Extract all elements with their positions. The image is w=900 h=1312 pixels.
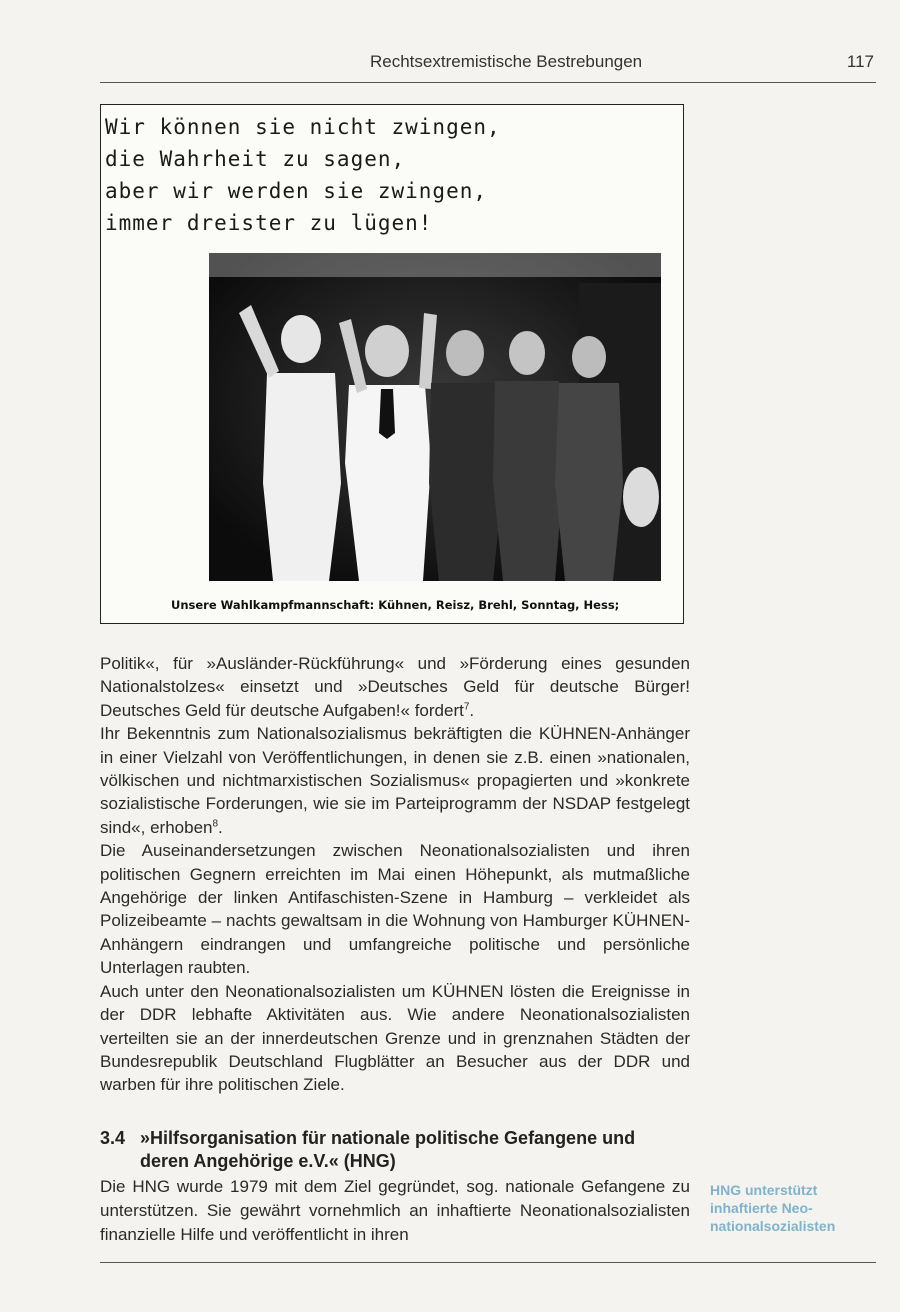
motto-text xyxy=(105,111,501,239)
section-text: Die HNG wurde 1979 mit dem Ziel gegründet, sog. nationale Gefangene zu unterstützen. Sie gewährt vornehmlich an inhaftierte Neonationalsozialisten finanzielle Hilfe und veröffentlicht in ihren xyxy=(100,1177,690,1244)
motto-line: immer dreister zu lügen! xyxy=(105,211,433,235)
section-number: 3.4 xyxy=(100,1128,126,1148)
paragraph: Die Auseinandersetzungen zwischen Neonationalsozialisten und ihren politischen Gegnern erreichten im Mai einen Höhepunkt, als mutmaßliche Angehörige der linken Antifaschisten-Szene in Hamburg – verkleidet als Polizeibeamte – nachts gewaltsam in die Wohnung von Hamburger KÜHNEN-Anhängern eindrangen und umfangreiche politische und persönliche Unterlagen raubten. xyxy=(100,841,690,978)
page-number: 117 xyxy=(846,52,874,71)
footnote-ref: 7 xyxy=(463,701,470,713)
motto-line: die Wahrheit zu sagen, xyxy=(105,147,406,171)
margin-note-line: nationalsozialisten xyxy=(710,1218,836,1234)
section-title-line: deren Angehörige e.V.« (HNG) xyxy=(140,1151,396,1171)
motto-line: aber wir werden sie zwingen, xyxy=(105,179,488,203)
paragraph-text: . xyxy=(469,700,475,720)
footnote-ref: 8 xyxy=(212,818,219,830)
group-photo xyxy=(209,253,661,581)
body-text xyxy=(100,652,690,1097)
paragraph xyxy=(100,722,690,839)
section-title-line: »Hilfsorganisation für nationale politische Gefangene und xyxy=(140,1128,636,1148)
running-title: Rechtsextremistische Bestrebungen xyxy=(370,52,643,71)
group-photo-image xyxy=(209,253,661,581)
paragraph-text: Politik«, für »Ausländer-Rückführung« und »Förderung eines gesunden Nationalstolzes« einsetzt und »Deutsches Geld für deutsche Bürger! Deutsches Geld für deutsche Aufgaben!« fordert xyxy=(100,654,690,720)
footer-rule xyxy=(100,1262,876,1263)
figure-caption: Unsere Wahlkampfmannschaft: Kühnen, Reisz, Brehl, Sonntag, Hess; xyxy=(171,598,620,612)
margin-note xyxy=(710,1181,880,1235)
paragraph: Auch unter den Neonationalsozialisten um KÜHNEN lösten die Ereignisse in der DDR lebhafte Aktivitäten aus. Wie andere Neonationalsozialisten verteilten sie an der innerdeutschen Grenze und in grenznahen Städten der Bundesrepublik Deutschland Flugblätter an Besucher aus der DDR und warben für ihre politischen Ziele. xyxy=(100,981,690,1095)
page-header xyxy=(100,50,876,83)
margin-note-line: HNG unterstützt xyxy=(710,1182,818,1198)
margin-note-line: inhaftierte Neo- xyxy=(710,1200,813,1216)
paragraph-text: . xyxy=(218,817,223,837)
paragraph xyxy=(100,652,690,722)
section-heading xyxy=(100,1127,700,1173)
motto-line: Wir können sie nicht zwingen, xyxy=(105,115,501,139)
figure-box xyxy=(100,104,684,624)
paragraph-text: Ihr Bekenntnis zum Nationalsozialismus bekräftigten die KÜHNEN-Anhänger in einer Vielzahl von Veröffentlichungen, in denen sie z.B. einen »nationalen, völkischen und nichtmarxistischen Sozialismus« propagierten und »konkrete sozialistische Forderungen, wie sie im Parteiprogramm der NSDAP festgelegt sind«, erhoben xyxy=(100,724,690,837)
